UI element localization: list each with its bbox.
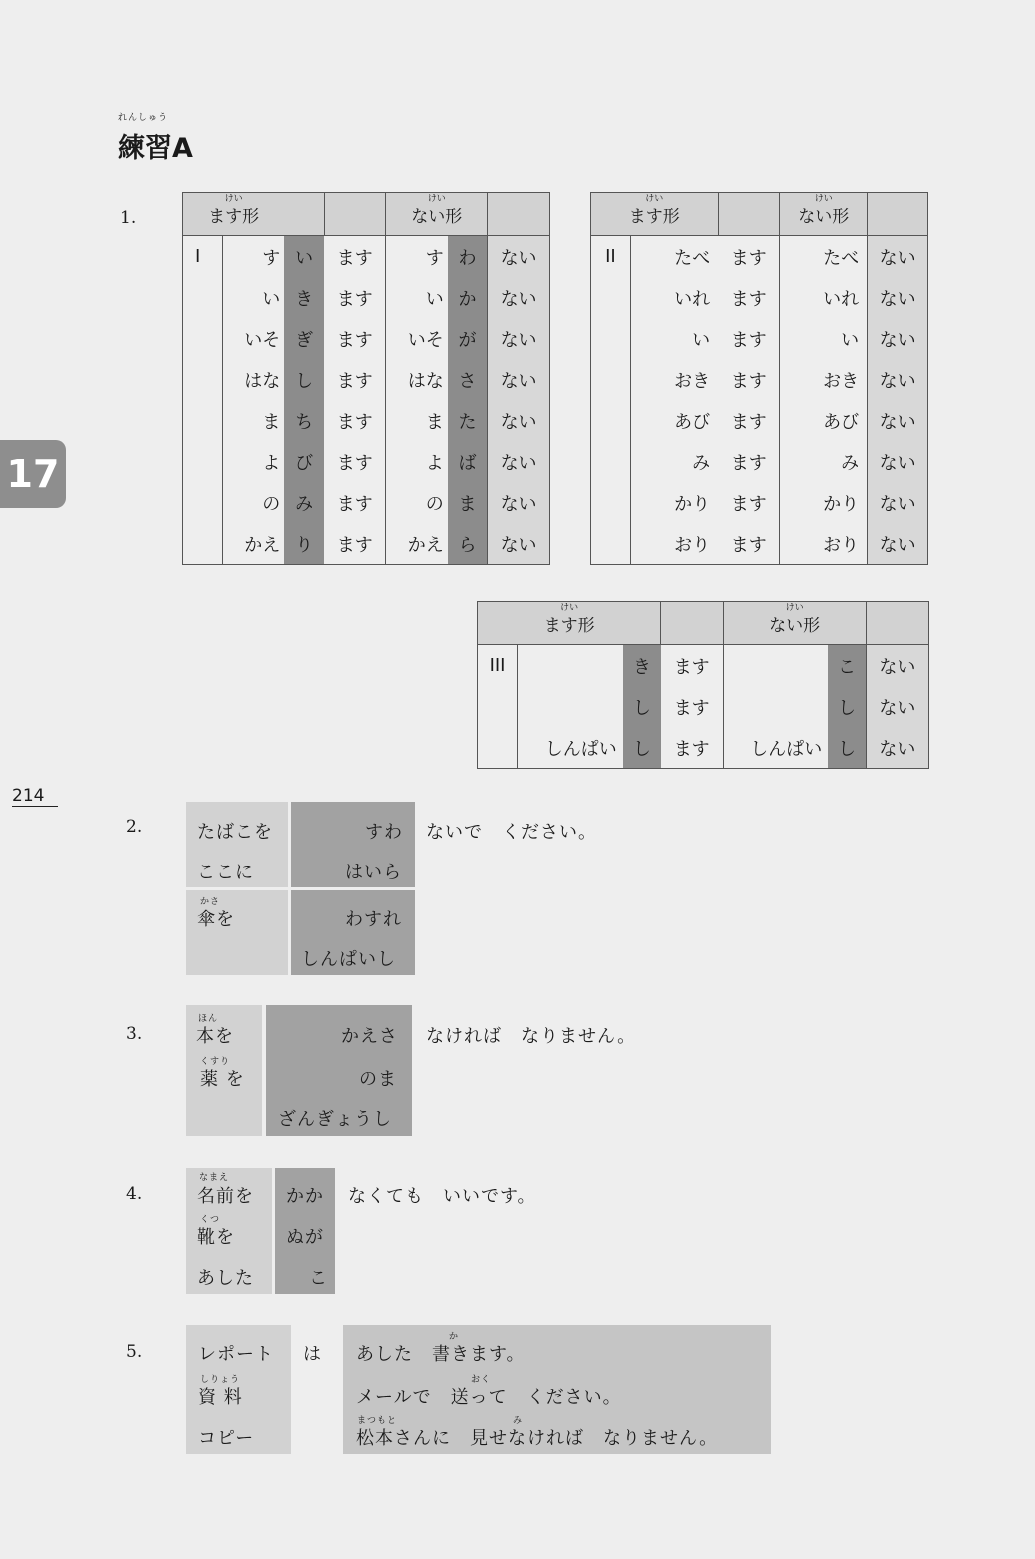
table-row [591, 277, 928, 318]
ex4-ending: なくても いいです。 [348, 1186, 537, 1207]
table-cell: す [222, 236, 284, 278]
table-cell: の [222, 482, 284, 523]
table-row [183, 441, 550, 482]
table-cell: ます [661, 727, 723, 769]
masu-form-header: けい ます形 [591, 193, 719, 236]
group-label [183, 277, 223, 318]
ex2-ending: ないで ください。 [426, 822, 597, 843]
table-cell: はな [222, 359, 284, 400]
table-cell: ます [324, 482, 386, 523]
ex2-kasa-ruby: かさ [200, 897, 221, 907]
ex4-object: あした [197, 1268, 254, 1289]
table-cell: いれ [780, 277, 868, 318]
table-cell: たべ [630, 236, 718, 278]
table-cell: いれ [630, 277, 718, 318]
table-row [478, 727, 929, 769]
ex2-verb: わすれ [345, 909, 402, 930]
table-cell: し [828, 727, 866, 769]
table-cell: ます [324, 277, 386, 318]
table-cell: かり [630, 482, 718, 523]
table-cell: あび [780, 400, 868, 441]
group-label [183, 523, 223, 565]
group-label: III [478, 645, 518, 687]
table-cell: の [386, 482, 448, 523]
table-cell: ます [718, 236, 780, 278]
table-cell: ら [448, 523, 488, 565]
table-cell: ます [324, 400, 386, 441]
ex4-object: 靴を [197, 1227, 235, 1248]
nai-form-header: けい ない形 [386, 193, 488, 236]
table-cell: た [448, 400, 488, 441]
ex3-verb: かえさ [341, 1026, 398, 1047]
ex2-object: 傘を [197, 909, 235, 930]
table-cell: い [780, 318, 868, 359]
table-cell: り [284, 523, 324, 565]
table-cell: か [448, 277, 488, 318]
ex3-kusuri-ruby: くすり [200, 1057, 231, 1067]
table-cell [518, 686, 623, 727]
ichidan-conjugation-table [590, 192, 928, 565]
ex3-hon-ruby: ほん [198, 1014, 219, 1024]
masu-form-header: けい ます形 [183, 193, 285, 236]
table-cell: す [386, 236, 448, 278]
table-cell: し [284, 359, 324, 400]
table-row [591, 318, 928, 359]
table-cell: ない [488, 441, 550, 482]
table-cell: ます [718, 318, 780, 359]
table-cell: み [284, 482, 324, 523]
table-cell: よ [386, 441, 448, 482]
table-cell: ない [868, 441, 928, 482]
ex5-line: メールで 送って ください。 [356, 1387, 622, 1408]
table-cell: ます [718, 482, 780, 523]
godan-conjugation-table [182, 192, 550, 565]
table-cell: ます [718, 523, 780, 565]
ex4-verb: こ [309, 1268, 328, 1289]
ex5-topic: レポート [198, 1344, 274, 1365]
ex2-verb: すわ [365, 822, 403, 843]
nai-form-header: けい ない形 [723, 602, 866, 645]
table-cell: しんぱい [518, 727, 623, 769]
table-cell: おり [780, 523, 868, 565]
table-cell [518, 645, 623, 687]
group-label [478, 686, 518, 727]
table-cell: ない [866, 645, 928, 687]
table-row [591, 482, 928, 523]
table-cell: ない [866, 686, 928, 727]
table-cell: かえ [222, 523, 284, 565]
table-cell: ます [324, 523, 386, 565]
ex2-object: ここに [197, 862, 254, 883]
table-cell: ます [718, 359, 780, 400]
table-row [183, 400, 550, 441]
ex4-verb: ぬが [286, 1227, 324, 1248]
group-label [183, 482, 223, 523]
exercise-4-number: 4. [126, 1184, 143, 1204]
table-cell: ます [324, 236, 386, 278]
masu-form-header: けい ます形 [478, 602, 661, 645]
table-cell: き [284, 277, 324, 318]
table-cell: し [623, 727, 661, 769]
table-row [591, 359, 928, 400]
exercise-5-number: 5. [126, 1342, 143, 1362]
ex5-line: あした 書きます。 [356, 1344, 526, 1365]
table-cell: ます [324, 359, 386, 400]
table-cell: よ [222, 441, 284, 482]
table-row [591, 441, 928, 482]
table-cell: いそ [386, 318, 448, 359]
table-cell: ない [868, 400, 928, 441]
table-cell: き [623, 645, 661, 687]
table-cell: が [448, 318, 488, 359]
ex5-line: 松本さんに 見せなければ なりません。 [356, 1428, 719, 1449]
table-cell: い [386, 277, 448, 318]
ex5-mi-ruby: み [513, 1416, 524, 1426]
ex2-verb: しんぱいし [301, 949, 396, 970]
table-cell: おき [780, 359, 868, 400]
table-cell: ます [718, 277, 780, 318]
table-cell: ます [718, 441, 780, 482]
ex3-object: 本を [196, 1026, 234, 1047]
table-cell: い [222, 277, 284, 318]
group-label: II [591, 236, 631, 278]
group-label: I [183, 236, 223, 278]
table-cell: しんぱい [723, 727, 828, 769]
title-ruby: れんしゅう [118, 113, 169, 123]
table-row [591, 400, 928, 441]
table-cell: ない [868, 359, 928, 400]
table-cell: ない [488, 523, 550, 565]
table-cell: ぎ [284, 318, 324, 359]
table-row [183, 523, 550, 565]
table-cell: ます [661, 686, 723, 727]
table-cell: さ [448, 359, 488, 400]
table-cell: ます [324, 441, 386, 482]
table-cell: わ [448, 236, 488, 278]
group-label [183, 441, 223, 482]
ex5-shiryou-ruby: しりょう [200, 1375, 241, 1385]
table-cell: ない [868, 482, 928, 523]
table-cell: ない [868, 523, 928, 565]
table-cell: い [630, 318, 718, 359]
table-row [591, 236, 928, 278]
table-cell: かり [780, 482, 868, 523]
table-cell: し [623, 686, 661, 727]
table-row [183, 277, 550, 318]
ex3-verb: のま [359, 1069, 397, 1090]
table-cell: いそ [222, 318, 284, 359]
ex5-ka-ruby: か [449, 1332, 460, 1342]
exercise-2-number: 2. [126, 817, 143, 837]
group-label [591, 441, 631, 482]
ex5-topic: コピー [198, 1428, 255, 1449]
group-label [183, 318, 223, 359]
ex5-particle: は [303, 1344, 322, 1365]
exercise-3-number: 3. [126, 1024, 143, 1044]
table-cell: ち [284, 400, 324, 441]
table-cell: ます [324, 318, 386, 359]
group-label [591, 277, 631, 318]
table-row [183, 482, 550, 523]
table-cell: ない [866, 727, 928, 769]
table-cell: こ [828, 645, 866, 687]
group-label [591, 400, 631, 441]
table-cell: ま [448, 482, 488, 523]
group-label [591, 318, 631, 359]
table-cell: み [780, 441, 868, 482]
table-cell: ない [488, 236, 550, 278]
table-cell: おり [630, 523, 718, 565]
table-cell: ます [718, 400, 780, 441]
ex5-matsumoto-ruby: まつもと [357, 1416, 398, 1426]
group-label [183, 400, 223, 441]
table-cell: ない [488, 400, 550, 441]
group-label [183, 359, 223, 400]
ex3-verb: ざんぎょうし [278, 1109, 392, 1130]
table-cell: ま [386, 400, 448, 441]
table-cell: み [630, 441, 718, 482]
table-cell: おき [630, 359, 718, 400]
table-cell: ない [868, 318, 928, 359]
ex5-topic: 資 料 [198, 1387, 243, 1408]
table-cell: たべ [780, 236, 868, 278]
exercise-1-number: 1. [120, 208, 137, 228]
table-cell: ない [488, 482, 550, 523]
table-cell: い [284, 236, 324, 278]
ex4-kutsu-ruby: くつ [200, 1215, 221, 1225]
table-cell [723, 645, 828, 687]
table-cell: し [828, 686, 866, 727]
nai-form-header: けい ない形 [780, 193, 868, 236]
table-cell: ない [868, 277, 928, 318]
table-cell: ない [488, 359, 550, 400]
table-row [591, 523, 928, 565]
group-label [591, 359, 631, 400]
table-cell: ます [661, 645, 723, 687]
table-cell: あび [630, 400, 718, 441]
ex3-ending: なければ なりません。 [426, 1026, 637, 1047]
group-label [478, 727, 518, 769]
page-title: 練習A [118, 133, 193, 164]
table-row [183, 359, 550, 400]
table-row [478, 686, 929, 727]
table-cell: ま [222, 400, 284, 441]
ex5-oku-ruby: おく [471, 1375, 492, 1385]
table-cell: ば [448, 441, 488, 482]
chapter-tab: 17 [0, 440, 66, 508]
table-row [183, 318, 550, 359]
ex4-namae-ruby: なまえ [199, 1173, 230, 1183]
ex4-verb: かか [286, 1186, 324, 1207]
table-cell: ない [868, 236, 928, 278]
ex4-object: 名前を [197, 1186, 254, 1207]
table-cell: ない [488, 318, 550, 359]
table-cell [723, 686, 828, 727]
ex3-object: 薬 を [200, 1069, 245, 1090]
table-row [478, 645, 929, 687]
page-number: 214 [12, 786, 58, 807]
table-cell: はな [386, 359, 448, 400]
ex2-verb: はいら [345, 862, 402, 883]
table-cell: び [284, 441, 324, 482]
table-cell: ない [488, 277, 550, 318]
group-label [591, 523, 631, 565]
table-row [183, 236, 550, 278]
irregular-conjugation-table [477, 601, 929, 769]
table-cell: かえ [386, 523, 448, 565]
group-label [591, 482, 631, 523]
ex2-object: たばこを [197, 822, 273, 843]
